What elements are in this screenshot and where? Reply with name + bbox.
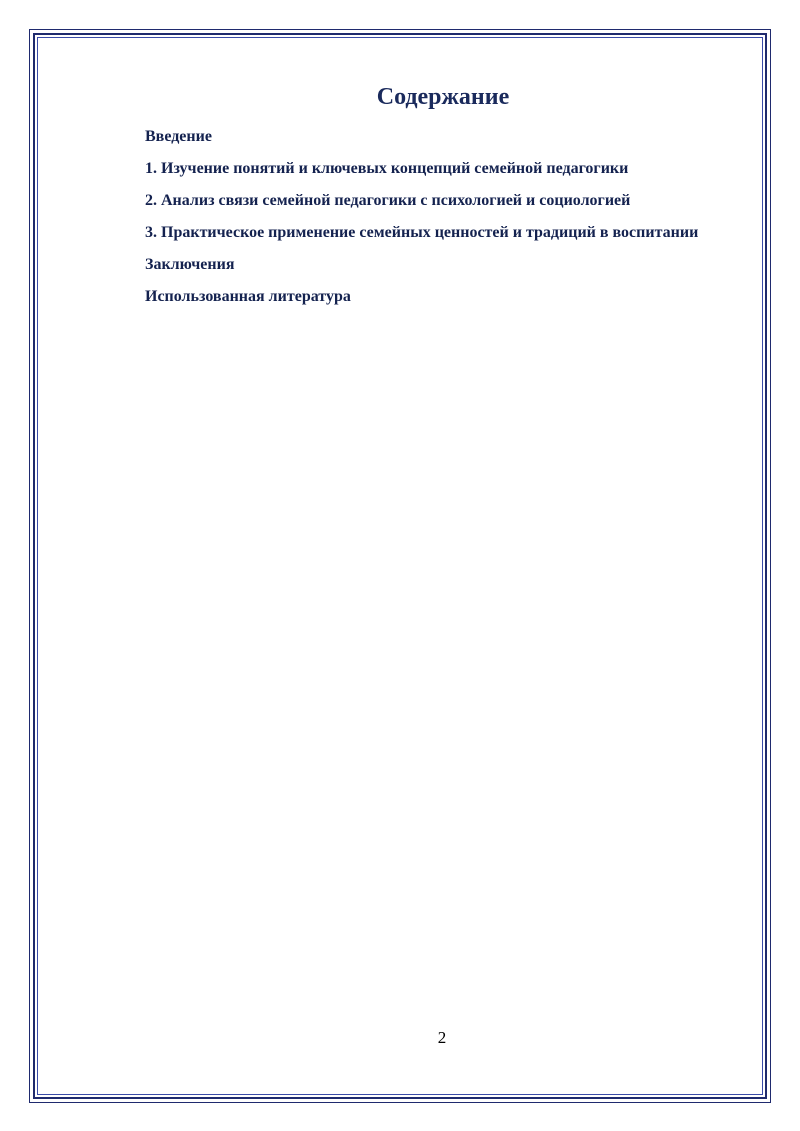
document-page [113,72,743,313]
toc-item-chapter-3[interactable]: 3. Практическое применение семейных ценностей и традиций в воспитании [145,224,699,241]
table-of-contents [113,121,743,313]
page-number: 2 [437,1028,447,1047]
toc-item-chapter-2[interactable]: 2. Анализ связи семейной педагогики с психологией и социологией [145,192,631,209]
toc-item-introduction[interactable]: Введение [145,128,212,145]
toc-item-chapter-1[interactable]: 1. Изучение понятий и ключевых концепций семейной педагогики [145,160,629,177]
page-title: Содержание [376,84,510,110]
toc-item-references[interactable]: Использованная литература [145,288,351,305]
toc-item-conclusion[interactable]: Заключения [145,256,235,273]
